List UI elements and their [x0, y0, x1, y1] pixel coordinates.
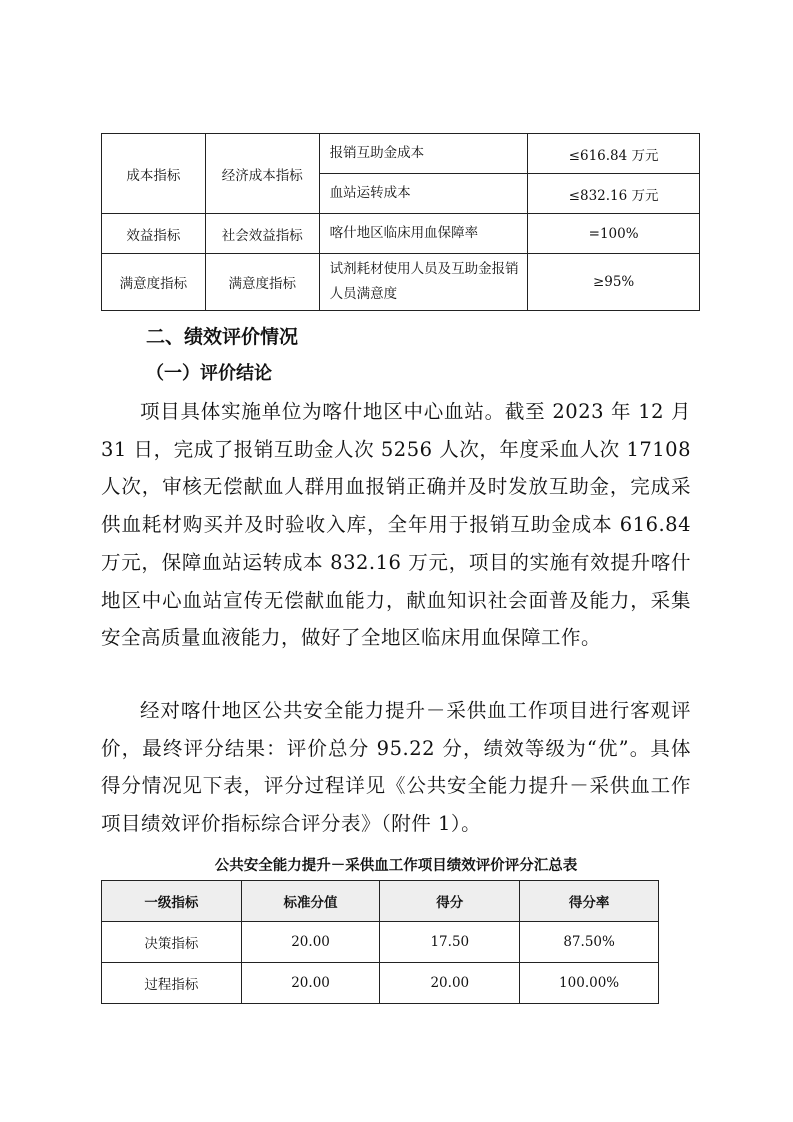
- indicator-table: [101, 133, 700, 311]
- table-cell: 87.50%: [520, 922, 659, 963]
- table-cell: 20.00: [241, 963, 380, 1004]
- table-row: [102, 134, 700, 174]
- item-cell: 试剂耗材使用人员及互助金报销人员满意度: [319, 254, 528, 311]
- column-header: 一级指标: [102, 881, 242, 922]
- value-cell: ≤832.16 万元: [528, 174, 700, 214]
- body-paragraph: 经对喀什地区公共安全能力提升－采供血工作项目进行客观评价，最终评分结果：评价总分 95.22 分，绩效等级为“优”。具体得分情况见下表，评分过程详见《公共安全能力提升－采供血工作项目绩效评价指标综合评分表》（附件 1）。: [101, 699, 691, 836]
- level1-cell: 成本指标: [102, 134, 206, 214]
- score-summary-table: [101, 880, 659, 1004]
- item-cell: 喀什地区临床用血保障率: [319, 214, 528, 254]
- table-cell: 17.50: [380, 922, 520, 963]
- table-row: [102, 963, 659, 1004]
- table-cell: 决策指标: [102, 922, 242, 963]
- table-cell: 过程指标: [102, 963, 242, 1004]
- item-cell: 报销互助金成本: [319, 134, 528, 174]
- table-cell: 20.00: [380, 963, 520, 1004]
- column-header: 得分率: [520, 881, 659, 922]
- table-cell: 100.00%: [520, 963, 659, 1004]
- table-header-row: [102, 881, 659, 922]
- subsection-heading: （一）评价结论: [146, 363, 272, 384]
- level1-cell: 效益指标: [102, 214, 206, 254]
- table-title: 公共安全能力提升－采供血工作项目绩效评价评分汇总表: [214, 858, 578, 874]
- item-cell: 血站运转成本: [319, 174, 528, 214]
- value-cell: ≥95%: [528, 254, 700, 311]
- value-cell: =100%: [528, 214, 700, 254]
- body-paragraph: 项目具体实施单位为喀什地区中心血站。截至 2023 年 12 月 31 日，完成了报销互助金人次 5256 人次，年度采血人次 17108 人次，审核无偿献血人群用血报销正确并及时发放互助金，完成采供血耗材购买并及时验收入库，全年用于报销互助金成本 616.84 万元，保障血站运转成本 832.16 万元，项目的实施有效提升喀什地区中心血站宣传无偿献血能力，献血知识社会面普及能力，采集安全高质量血液能力，做好了全地区临床用血保障工作。: [101, 400, 691, 650]
- section-heading: 二、绩效评价情况: [146, 326, 299, 348]
- table-row: [102, 922, 659, 963]
- level2-cell: 经济成本指标: [205, 134, 319, 214]
- table-cell: 20.00: [241, 922, 380, 963]
- level1-cell: 满意度指标: [102, 254, 206, 311]
- table-row: [102, 214, 700, 254]
- level2-cell: 社会效益指标: [205, 214, 319, 254]
- column-header: 标准分值: [241, 881, 380, 922]
- column-header: 得分: [380, 881, 520, 922]
- level2-cell: 满意度指标: [205, 254, 319, 311]
- value-cell: ≤616.84 万元: [528, 134, 700, 174]
- table-row: [102, 254, 700, 311]
